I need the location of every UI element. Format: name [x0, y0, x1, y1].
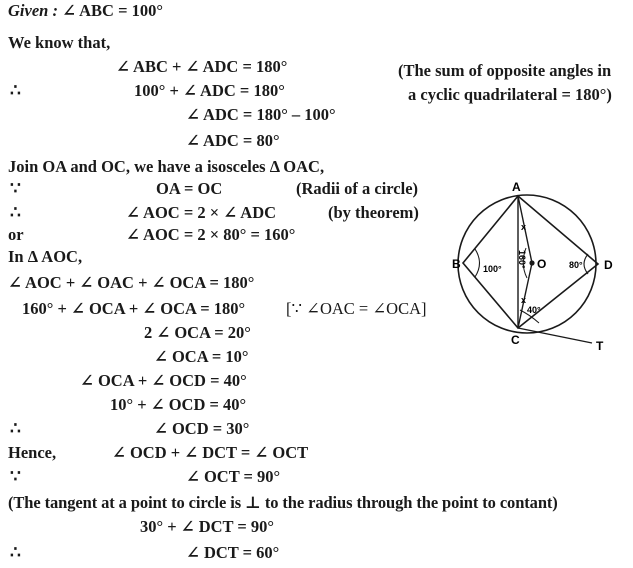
cyclic-quadrilateral-figure: [440, 180, 633, 360]
point-label-b: B: [452, 257, 461, 271]
line-13: 2 ∠ OCA = 20°: [144, 323, 251, 342]
line-4: ∠ ADC = 180° – 100°: [186, 105, 336, 124]
line-9: ∠ AOC = 2 × 80° = 160°: [126, 225, 296, 244]
line-3-note: a cyclic quadrilateral = 180°): [408, 85, 612, 104]
therefore-symbol: ∴: [10, 419, 21, 438]
point-label-c: C: [511, 333, 520, 347]
line-20: (The tangent at a point to circle is ⊥ to the radius through the point to contant): [8, 493, 558, 512]
or-label: or: [8, 225, 24, 244]
line-8-note: (by theorem): [328, 203, 419, 222]
line-19: ∠ OCT = 90°: [186, 467, 281, 486]
line-14: ∠ OCA = 10°: [154, 347, 249, 366]
line-10: In Δ AOC,: [8, 247, 83, 266]
equal-mark-oac: x: [521, 222, 527, 232]
therefore-symbol: ∴: [10, 203, 21, 222]
line-15: ∠ OCA + ∠ OCD = 40°: [80, 371, 247, 390]
line-21: 30° + ∠ DCT = 90°: [140, 517, 274, 536]
line-5: ∠ ADC = 80°: [186, 131, 280, 150]
angle-arc-b: [475, 249, 480, 277]
angle-label-c: 40°: [527, 305, 541, 315]
line-22: ∠ DCT = 60°: [186, 543, 280, 562]
line-12-note: [∵ ∠OAC = ∠OCA]: [286, 299, 427, 318]
line-18: ∠ OCD + ∠ DCT = ∠ OCT: [112, 443, 309, 462]
because-symbol: ∵: [10, 467, 21, 486]
given-line: [8, 2, 163, 20]
line-7: OA = OC: [156, 179, 223, 198]
angle-label-d: 80°: [569, 260, 583, 270]
line-3: 100° + ∠ ADC = 180°: [134, 81, 285, 100]
therefore-symbol: ∴: [10, 543, 21, 562]
line-12: 160° + ∠ OCA + ∠ OCA = 180°: [22, 299, 246, 318]
angle-label-o: 160°: [517, 250, 527, 269]
line-2: ∠ ABC + ∠ ADC = 180°: [116, 57, 288, 76]
line-16: 10° + ∠ OCD = 40°: [110, 395, 247, 414]
line-8: ∠ AOC = 2 × ∠ ADC: [126, 203, 277, 222]
given-text: ∠ ABC = 100°: [62, 1, 163, 20]
equal-mark-oca: x: [521, 295, 527, 305]
line-6: Join OA and OC, we have a isosceles Δ OAC,: [8, 157, 325, 176]
angle-arc-d: [584, 254, 588, 274]
point-label-a: A: [512, 180, 521, 194]
line-1: We know that,: [8, 33, 111, 52]
therefore-symbol: ∴: [10, 81, 21, 100]
hence-label: Hence,: [8, 443, 57, 462]
line-11: ∠ AOC + ∠ OAC + ∠ OCA = 180°: [8, 273, 255, 292]
point-label-o: O: [537, 257, 547, 271]
given-label: Given :: [8, 1, 58, 20]
tangent-ct: [518, 328, 592, 343]
angle-label-b: 100°: [483, 264, 502, 274]
line-7-note: (Radii of a circle): [296, 179, 419, 198]
line-2-note: (The sum of opposite angles in: [398, 61, 612, 80]
centre-point: [529, 260, 534, 265]
point-label-t: T: [596, 339, 604, 353]
line-17: ∠ OCD = 30°: [154, 419, 250, 438]
because-symbol: ∵: [10, 179, 21, 198]
point-label-d: D: [604, 258, 613, 272]
